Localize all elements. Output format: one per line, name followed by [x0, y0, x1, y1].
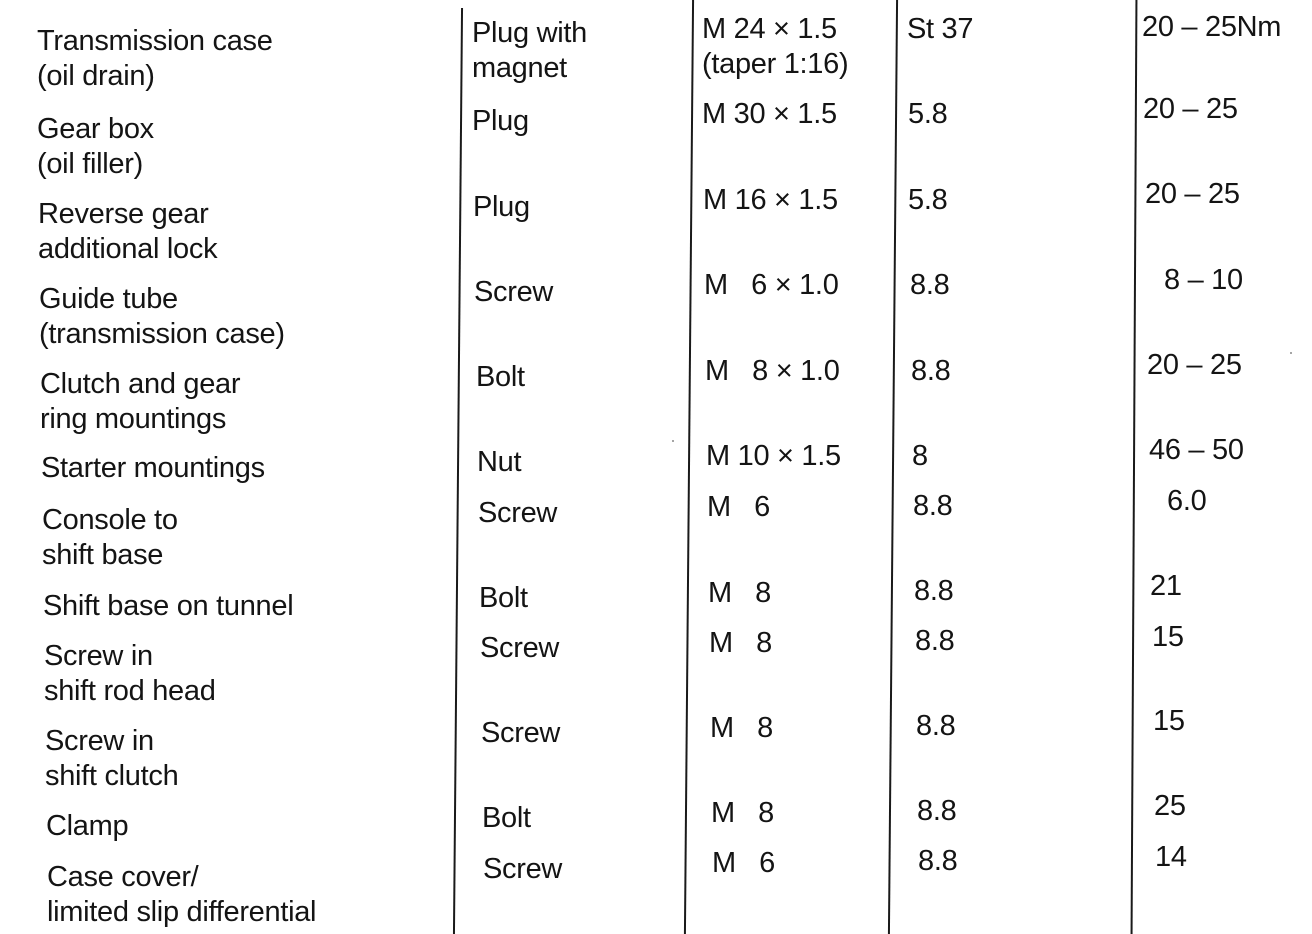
material-grade-cell: 5.8: [908, 184, 948, 216]
part-name-cell: Starter mountings: [41, 452, 265, 484]
material-grade-cell: 8.8: [911, 355, 951, 387]
thread-size-cell: M 8: [711, 797, 774, 829]
torque-value-cell: 20 – 25: [1143, 93, 1238, 125]
thread-size-cell: M 8: [709, 627, 772, 659]
scan-speck: [1290, 352, 1292, 354]
part-name-cell: Gear box (oil filler): [37, 113, 154, 180]
thread-size-cell: M 6 × 1.0: [704, 269, 839, 301]
thread-size-cell: M 30 × 1.5: [702, 98, 837, 130]
material-grade-cell: 8.8: [913, 490, 953, 522]
torque-value-cell: 20 – 25: [1147, 349, 1242, 381]
part-name-cell: Shift base on tunnel: [43, 590, 294, 622]
material-grade-cell: 8.8: [917, 795, 957, 827]
thread-size-cell: M 16 × 1.5: [703, 184, 838, 216]
part-name-cell: Clutch and gear ring mountings: [40, 368, 241, 435]
fastener-type-cell: Screw: [480, 632, 560, 664]
material-grade-cell: 8.8: [914, 575, 954, 607]
material-grade-cell: 8.8: [918, 845, 958, 877]
thread-size-cell: M 6: [712, 847, 775, 879]
material-grade-cell: 5.8: [908, 98, 948, 130]
torque-value-cell: 8 – 10: [1164, 264, 1243, 296]
fastener-type-cell: Screw: [478, 497, 558, 529]
column-divider: [453, 8, 463, 934]
material-grade-cell: 8.8: [916, 710, 956, 742]
fastener-type-cell: Screw: [481, 717, 561, 749]
part-name-cell: Screw in shift rod head: [44, 640, 216, 707]
column-divider: [888, 0, 898, 934]
material-grade-cell: 8: [912, 440, 928, 472]
thread-size-cell: M 6: [707, 491, 770, 523]
part-name-cell: Clamp: [46, 810, 129, 842]
thread-size-cell: M 24 × 1.5 (taper 1:16): [702, 13, 849, 80]
fastener-type-cell: Nut: [477, 446, 522, 478]
torque-value-cell: 46 – 50: [1149, 434, 1244, 466]
material-grade-cell: St 37: [907, 13, 974, 45]
fastener-type-cell: Screw: [483, 853, 563, 885]
material-grade-cell: 8.8: [915, 625, 955, 657]
torque-value-cell: 20 – 25Nm: [1142, 11, 1282, 43]
torque-value-cell: 20 – 25: [1145, 178, 1240, 210]
fastener-type-cell: Bolt: [482, 802, 531, 834]
torque-value-cell: 21: [1150, 570, 1182, 602]
column-divider: [684, 0, 694, 934]
thread-size-cell: M 8: [710, 712, 773, 744]
torque-value-cell: 15: [1152, 621, 1184, 653]
fastener-type-cell: Plug: [473, 191, 530, 223]
fastener-type-cell: Plug: [472, 105, 529, 137]
part-name-cell: Case cover/ limited slip differential: [47, 861, 317, 928]
material-grade-cell: 8.8: [910, 269, 950, 301]
torque-value-cell: 6.0: [1167, 485, 1207, 517]
part-name-cell: Reverse gear additional lock: [38, 198, 218, 265]
torque-value-cell: 14: [1155, 841, 1187, 873]
thread-size-cell: M 10 × 1.5: [706, 440, 841, 472]
column-divider: [1131, 0, 1138, 934]
torque-value-cell: 15: [1153, 705, 1185, 737]
part-name-cell: Screw in shift clutch: [45, 725, 179, 792]
fastener-type-cell: Bolt: [479, 582, 528, 614]
thread-size-cell: M 8 × 1.0: [705, 355, 840, 387]
thread-size-cell: M 8: [708, 577, 771, 609]
fastener-type-cell: Bolt: [476, 361, 525, 393]
fastener-type-cell: Screw: [474, 276, 554, 308]
part-name-cell: Guide tube (transmission case): [39, 283, 285, 350]
part-name-cell: Console to shift base: [42, 504, 178, 571]
part-name-cell: Transmission case (oil drain): [37, 25, 273, 92]
torque-value-cell: 25: [1154, 790, 1186, 822]
scan-speck: [672, 440, 674, 442]
fastener-type-cell: Plug with magnet: [472, 17, 587, 84]
